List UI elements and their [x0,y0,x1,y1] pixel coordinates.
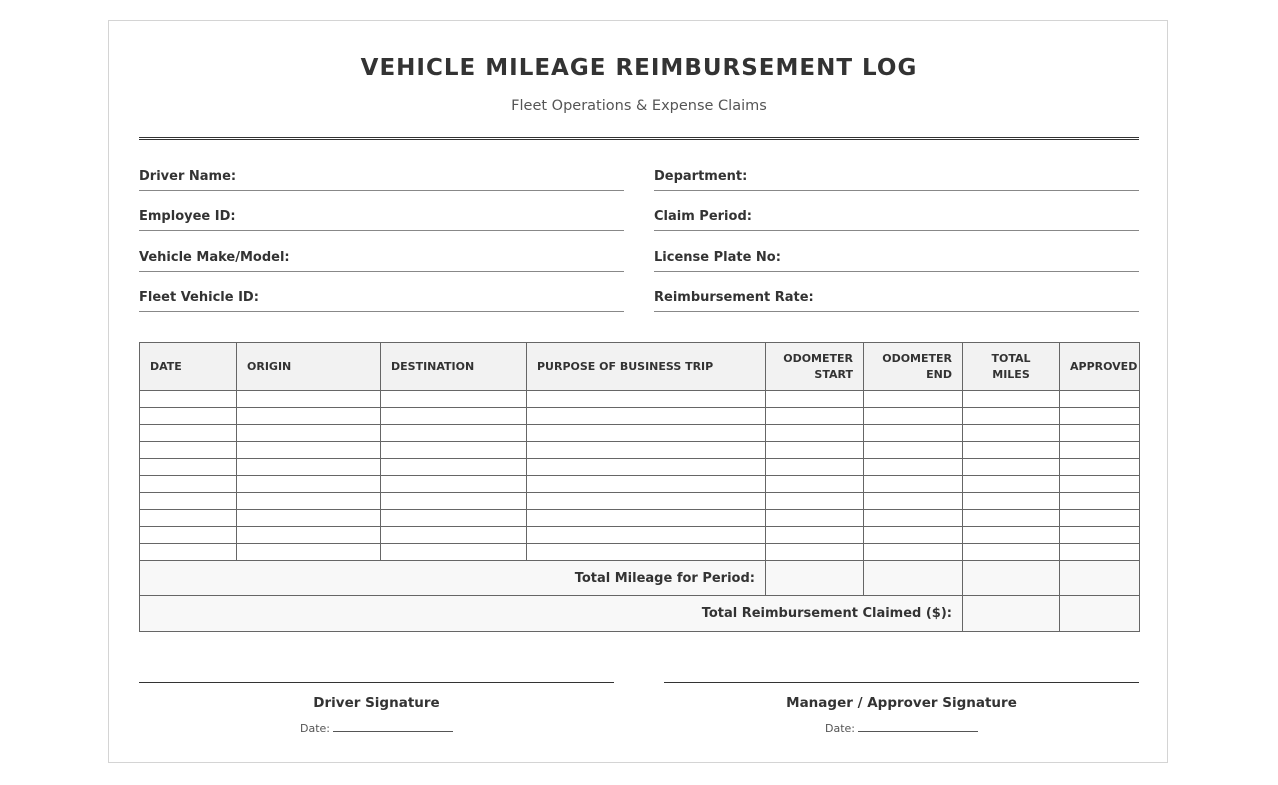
purpose-cell[interactable] [527,442,766,459]
approved-cell[interactable] [1060,391,1140,408]
approved-cell[interactable] [1060,408,1140,425]
table-row [140,442,1140,459]
total-odometer-end-cell[interactable] [864,561,963,596]
license-plate-field[interactable] [654,248,1139,272]
date-cell[interactable] [140,527,237,544]
destination-cell[interactable] [381,442,527,459]
odometer-start-cell[interactable] [766,476,864,493]
table-row [140,493,1140,510]
odometer-start-cell[interactable] [766,493,864,510]
date-cell[interactable] [140,544,237,561]
col-header-date: DATE [140,343,237,391]
mileage-log-table [139,342,1140,632]
date-cell[interactable] [140,459,237,476]
table-row [140,510,1140,527]
date-cell[interactable] [140,408,237,425]
total-miles-sum-cell[interactable] [963,561,1060,596]
odometer-end-cell[interactable] [864,425,963,442]
table-row [140,476,1140,493]
driver-signature-date [139,720,614,735]
odometer-end-cell[interactable] [864,391,963,408]
origin-cell[interactable] [237,527,381,544]
destination-cell[interactable] [381,493,527,510]
purpose-cell[interactable] [527,408,766,425]
date-cell[interactable] [140,425,237,442]
odometer-start-cell[interactable] [766,544,864,561]
manager-date-blank[interactable] [858,720,978,732]
manager-signature-line[interactable] [664,682,1139,683]
license-plate-label: License Plate No: [654,250,781,265]
destination-cell[interactable] [381,425,527,442]
origin-cell[interactable] [237,544,381,561]
total-odometer-start-cell[interactable] [766,561,864,596]
driver-name-label: Driver Name: [139,169,237,184]
manager-date-label: Date: [825,722,855,735]
vehicle-make-model-field[interactable] [139,248,624,272]
driver-date-label: Date: [300,722,330,735]
odometer-start-cell[interactable] [766,442,864,459]
total-mileage-label: Total Mileage for Period: [140,561,766,596]
approved-cell[interactable] [1060,459,1140,476]
table-row [140,408,1140,425]
origin-cell[interactable] [237,425,381,442]
purpose-cell[interactable] [527,459,766,476]
table-header-row [140,343,1140,391]
manager-signature-label: Manager / Approver Signature [786,695,1017,711]
total-miles-cell[interactable] [963,408,1060,425]
total-miles-cell[interactable] [963,459,1060,476]
driver-date-blank[interactable] [333,720,453,732]
destination-cell[interactable] [381,527,527,544]
col-header-odometer-start: ODOMETER START [766,343,864,391]
fleet-vehicle-id-field[interactable] [139,288,624,312]
odometer-end-cell[interactable] [864,459,963,476]
col-header-purpose: PURPOSE OF BUSINESS TRIP [527,343,766,391]
total-miles-cell[interactable] [963,510,1060,527]
form-subtitle: Fleet Operations & Expense Claims [511,98,767,114]
approved-cell[interactable] [1060,493,1140,510]
odometer-start-cell[interactable] [766,425,864,442]
approved-cell[interactable] [1060,527,1140,544]
col-header-odometer-end: ODOMETER END [864,343,963,391]
odometer-end-cell[interactable] [864,527,963,544]
date-cell[interactable] [140,510,237,527]
total-reimbursement-amount-cell[interactable] [963,596,1060,632]
total-miles-cell[interactable] [963,544,1060,561]
total-mileage-row [140,561,1140,596]
odometer-end-cell[interactable] [864,442,963,459]
purpose-cell[interactable] [527,527,766,544]
approved-cell[interactable] [1060,425,1140,442]
table-row [140,527,1140,544]
table-row [140,425,1140,442]
total-reimbursement-row [140,596,1140,632]
destination-cell[interactable] [381,544,527,561]
claim-period-field[interactable] [654,207,1139,231]
odometer-start-cell[interactable] [766,408,864,425]
total-miles-cell[interactable] [963,442,1060,459]
table-row [140,391,1140,408]
purpose-cell[interactable] [527,476,766,493]
destination-cell[interactable] [381,476,527,493]
driver-signature-line[interactable] [139,682,614,683]
total-reimbursement-label: Total Reimbursement Claimed ($): [140,596,963,632]
odometer-start-cell[interactable] [766,527,864,544]
origin-cell[interactable] [237,442,381,459]
employee-id-field[interactable] [139,207,624,231]
origin-cell[interactable] [237,391,381,408]
approved-cell[interactable] [1060,544,1140,561]
col-header-approved: APPROVED [1060,343,1140,391]
total-miles-cell[interactable] [963,391,1060,408]
total-miles-cell[interactable] [963,476,1060,493]
manager-signature-date [664,720,1139,735]
date-cell[interactable] [140,476,237,493]
date-cell[interactable] [140,391,237,408]
department-label: Department: [654,169,748,184]
form-page [108,20,1168,763]
destination-cell[interactable] [381,408,527,425]
purpose-cell[interactable] [527,510,766,527]
total-miles-cell[interactable] [963,425,1060,442]
purpose-cell[interactable] [527,391,766,408]
odometer-start-cell[interactable] [766,459,864,476]
claim-period-label: Claim Period: [654,209,752,224]
odometer-start-cell[interactable] [766,510,864,527]
employee-id-label: Employee ID: [139,209,236,224]
approved-cell[interactable] [1060,476,1140,493]
destination-cell[interactable] [381,510,527,527]
odometer-end-cell[interactable] [864,544,963,561]
table-row [140,459,1140,476]
col-header-total-miles: TOTAL MILES [963,343,1060,391]
total-miles-cell[interactable] [963,493,1060,510]
total-reimbursement-approved-cell[interactable] [1060,596,1140,632]
table-row [140,544,1140,561]
col-header-origin: ORIGIN [237,343,381,391]
purpose-cell[interactable] [527,544,766,561]
destination-cell[interactable] [381,391,527,408]
form-title: VEHICLE MILEAGE REIMBURSEMENT LOG [360,55,918,81]
vehicle-make-model-label: Vehicle Make/Model: [139,250,290,265]
odometer-end-cell[interactable] [864,476,963,493]
approved-cell[interactable] [1060,510,1140,527]
driver-name-field[interactable] [139,167,624,191]
destination-cell[interactable] [381,459,527,476]
date-cell[interactable] [140,493,237,510]
col-header-destination: DESTINATION [381,343,527,391]
header-divider [139,137,1139,140]
reimbursement-rate-label: Reimbursement Rate: [654,290,814,305]
origin-cell[interactable] [237,493,381,510]
date-cell[interactable] [140,442,237,459]
origin-cell[interactable] [237,459,381,476]
odometer-end-cell[interactable] [864,408,963,425]
department-field[interactable] [654,167,1139,191]
fleet-vehicle-id-label: Fleet Vehicle ID: [139,290,259,305]
total-approved-cell[interactable] [1060,561,1140,596]
driver-signature-label: Driver Signature [313,695,440,711]
purpose-cell[interactable] [527,493,766,510]
origin-cell[interactable] [237,476,381,493]
odometer-end-cell[interactable] [864,510,963,527]
purpose-cell[interactable] [527,425,766,442]
origin-cell[interactable] [237,510,381,527]
approved-cell[interactable] [1060,442,1140,459]
odometer-end-cell[interactable] [864,493,963,510]
total-miles-cell[interactable] [963,527,1060,544]
origin-cell[interactable] [237,408,381,425]
reimbursement-rate-field[interactable] [654,288,1139,312]
odometer-start-cell[interactable] [766,391,864,408]
